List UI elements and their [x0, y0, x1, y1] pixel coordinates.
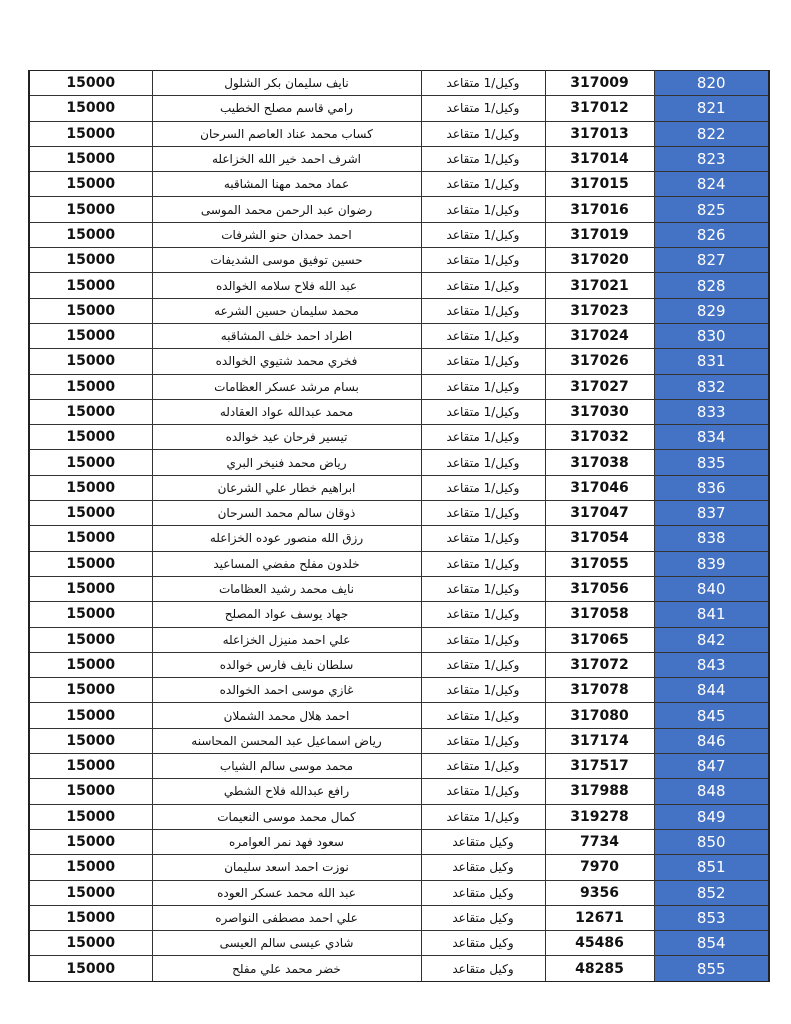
sequence-cell: 852: [654, 880, 769, 905]
name-cell: تيسير فرحان عيد خوالده: [152, 425, 421, 450]
sequence-cell: 833: [654, 399, 769, 424]
table-row: [29, 450, 769, 475]
table-row: [29, 222, 769, 247]
sequence-cell: 855: [654, 956, 769, 981]
rank-cell: وكيل/1 متقاعد: [421, 298, 545, 323]
id-cell: 317056: [545, 576, 654, 601]
table-row: [29, 349, 769, 374]
table-row: [29, 96, 769, 121]
rank-cell: وكيل/1 متقاعد: [421, 323, 545, 348]
rank-cell: وكيل/1 متقاعد: [421, 526, 545, 551]
id-cell: 317065: [545, 627, 654, 652]
id-cell: 319278: [545, 804, 654, 829]
name-cell: نايف سليمان بكر الشلول: [152, 71, 421, 96]
table-row: [29, 146, 769, 171]
sequence-cell: 842: [654, 627, 769, 652]
rank-cell: وكيل/1 متقاعد: [421, 551, 545, 576]
amount-cell: 15000: [29, 374, 152, 399]
rank-cell: وكيل/1 متقاعد: [421, 96, 545, 121]
table-row: [29, 425, 769, 450]
rank-cell: وكيل/1 متقاعد: [421, 652, 545, 677]
amount-cell: 15000: [29, 172, 152, 197]
id-cell: 317988: [545, 779, 654, 804]
name-cell: كمال محمد موسى النعيمات: [152, 804, 421, 829]
table-row: [29, 956, 769, 981]
id-cell: 317055: [545, 551, 654, 576]
name-cell: رياض اسماعيل عبد المحسن المحاسنه: [152, 728, 421, 753]
id-cell: 317058: [545, 602, 654, 627]
rank-cell: وكيل/1 متقاعد: [421, 627, 545, 652]
table-row: [29, 880, 769, 905]
rank-cell: وكيل/1 متقاعد: [421, 678, 545, 703]
name-cell: محمد موسى سالم الشياب: [152, 754, 421, 779]
sequence-cell: 844: [654, 678, 769, 703]
rank-cell: وكيل/1 متقاعد: [421, 779, 545, 804]
amount-cell: 15000: [29, 576, 152, 601]
name-cell: سعود فهد نمر العوامره: [152, 829, 421, 854]
table-row: [29, 905, 769, 930]
amount-cell: 15000: [29, 323, 152, 348]
table-row: [29, 298, 769, 323]
id-cell: 12671: [545, 905, 654, 930]
rank-cell: وكيل/1 متقاعد: [421, 425, 545, 450]
id-cell: 317015: [545, 172, 654, 197]
amount-cell: 15000: [29, 602, 152, 627]
name-cell: كساب محمد عناد العاصم السرحان: [152, 121, 421, 146]
sequence-cell: 839: [654, 551, 769, 576]
rank-cell: وكيل/1 متقاعد: [421, 71, 545, 96]
rank-cell: وكيل/1 متقاعد: [421, 172, 545, 197]
name-cell: رافع عبدالله فلاح الشطي: [152, 779, 421, 804]
rank-cell: وكيل متقاعد: [421, 931, 545, 956]
name-cell: اطراد احمد خلف المشاقبه: [152, 323, 421, 348]
id-cell: 317016: [545, 197, 654, 222]
sequence-cell: 834: [654, 425, 769, 450]
id-cell: 317027: [545, 374, 654, 399]
table-row: [29, 703, 769, 728]
sequence-cell: 849: [654, 804, 769, 829]
table-row: [29, 172, 769, 197]
amount-cell: 15000: [29, 248, 152, 273]
amount-cell: 15000: [29, 779, 152, 804]
sequence-cell: 830: [654, 323, 769, 348]
amount-cell: 15000: [29, 399, 152, 424]
sequence-cell: 831: [654, 349, 769, 374]
amount-cell: 15000: [29, 703, 152, 728]
id-cell: 317038: [545, 450, 654, 475]
id-cell: 317020: [545, 248, 654, 273]
id-cell: 317021: [545, 273, 654, 298]
sequence-cell: 840: [654, 576, 769, 601]
table-row: [29, 273, 769, 298]
amount-cell: 15000: [29, 222, 152, 247]
sequence-cell: 837: [654, 501, 769, 526]
id-cell: 48285: [545, 956, 654, 981]
sequence-cell: 822: [654, 121, 769, 146]
id-cell: 317046: [545, 475, 654, 500]
amount-cell: 15000: [29, 804, 152, 829]
table-row: [29, 248, 769, 273]
name-cell: رامي قاسم مصلح الخطيب: [152, 96, 421, 121]
amount-cell: 15000: [29, 450, 152, 475]
name-cell: خلدون مفلح مفضي المساعيد: [152, 551, 421, 576]
sequence-cell: 824: [654, 172, 769, 197]
rank-cell: وكيل/1 متقاعد: [421, 222, 545, 247]
id-cell: 317174: [545, 728, 654, 753]
sequence-cell: 848: [654, 779, 769, 804]
amount-cell: 15000: [29, 728, 152, 753]
name-cell: احمد هلال محمد الشملان: [152, 703, 421, 728]
sequence-cell: 845: [654, 703, 769, 728]
rank-cell: وكيل/1 متقاعد: [421, 121, 545, 146]
id-cell: 317080: [545, 703, 654, 728]
table-row: [29, 323, 769, 348]
sequence-cell: 821: [654, 96, 769, 121]
id-cell: 7970: [545, 855, 654, 880]
name-cell: ابراهيم خطار علي الشرعان: [152, 475, 421, 500]
sequence-cell: 835: [654, 450, 769, 475]
amount-cell: 15000: [29, 121, 152, 146]
amount-cell: 15000: [29, 197, 152, 222]
id-cell: 317023: [545, 298, 654, 323]
amount-cell: 15000: [29, 905, 152, 930]
table-row: [29, 121, 769, 146]
name-cell: احمد حمدان حنو الشرفات: [152, 222, 421, 247]
amount-cell: 15000: [29, 475, 152, 500]
sequence-cell: 823: [654, 146, 769, 171]
rank-cell: وكيل/1 متقاعد: [421, 703, 545, 728]
rank-cell: وكيل/1 متقاعد: [421, 501, 545, 526]
name-cell: سلطان نايف فارس خوالده: [152, 652, 421, 677]
table-row: [29, 501, 769, 526]
id-cell: 7734: [545, 829, 654, 854]
name-cell: عماد محمد مهنا المشاقبه: [152, 172, 421, 197]
rank-cell: وكيل متقاعد: [421, 855, 545, 880]
sequence-cell: 829: [654, 298, 769, 323]
sequence-cell: 851: [654, 855, 769, 880]
rank-cell: وكيل/1 متقاعد: [421, 248, 545, 273]
amount-cell: 15000: [29, 627, 152, 652]
table-row: [29, 551, 769, 576]
name-cell: محمد عبدالله عواد العقادله: [152, 399, 421, 424]
rank-cell: وكيل/1 متقاعد: [421, 197, 545, 222]
id-cell: 45486: [545, 931, 654, 956]
name-cell: محمد سليمان حسين الشرعه: [152, 298, 421, 323]
sequence-cell: 827: [654, 248, 769, 273]
rank-cell: وكيل متقاعد: [421, 880, 545, 905]
name-cell: علي احمد منيزل الخزاعله: [152, 627, 421, 652]
amount-cell: 15000: [29, 931, 152, 956]
data-table: [28, 70, 770, 982]
rank-cell: وكيل/1 متقاعد: [421, 374, 545, 399]
rank-cell: وكيل/1 متقاعد: [421, 754, 545, 779]
name-cell: نوزت احمد اسعد سليمان: [152, 855, 421, 880]
rank-cell: وكيل متقاعد: [421, 829, 545, 854]
rank-cell: وكيل متقاعد: [421, 956, 545, 981]
amount-cell: 15000: [29, 501, 152, 526]
id-cell: 317047: [545, 501, 654, 526]
amount-cell: 15000: [29, 349, 152, 374]
id-cell: 317032: [545, 425, 654, 450]
rank-cell: وكيل/1 متقاعد: [421, 399, 545, 424]
table-row: [29, 576, 769, 601]
table-row: [29, 602, 769, 627]
table-row: [29, 804, 769, 829]
table-row: [29, 754, 769, 779]
table-row: [29, 678, 769, 703]
amount-cell: 15000: [29, 956, 152, 981]
name-cell: رزق الله منصور عوده الخزاعله: [152, 526, 421, 551]
table-body: [29, 71, 769, 982]
amount-cell: 15000: [29, 96, 152, 121]
id-cell: 317078: [545, 678, 654, 703]
rank-cell: وكيل/1 متقاعد: [421, 146, 545, 171]
sequence-cell: 843: [654, 652, 769, 677]
sequence-cell: 841: [654, 602, 769, 627]
rank-cell: وكيل/1 متقاعد: [421, 450, 545, 475]
id-cell: 317013: [545, 121, 654, 146]
sequence-cell: 820: [654, 71, 769, 96]
sequence-cell: 850: [654, 829, 769, 854]
table-row: [29, 779, 769, 804]
sequence-cell: 828: [654, 273, 769, 298]
id-cell: 317024: [545, 323, 654, 348]
name-cell: رضوان عبد الرحمن محمد الموسى: [152, 197, 421, 222]
amount-cell: 15000: [29, 298, 152, 323]
amount-cell: 15000: [29, 829, 152, 854]
table-row: [29, 399, 769, 424]
rank-cell: وكيل/1 متقاعد: [421, 576, 545, 601]
rank-cell: وكيل/1 متقاعد: [421, 475, 545, 500]
rank-cell: وكيل/1 متقاعد: [421, 349, 545, 374]
name-cell: جهاد يوسف عواد المصلح: [152, 602, 421, 627]
name-cell: حسين توفيق موسى الشديفات: [152, 248, 421, 273]
rank-cell: وكيل/1 متقاعد: [421, 273, 545, 298]
id-cell: 317072: [545, 652, 654, 677]
name-cell: بسام مرشد عسكر العظامات: [152, 374, 421, 399]
name-cell: عبد الله فلاح سلامه الخوالده: [152, 273, 421, 298]
rank-cell: وكيل/1 متقاعد: [421, 602, 545, 627]
sequence-cell: 826: [654, 222, 769, 247]
sequence-cell: 838: [654, 526, 769, 551]
name-cell: ذوقان سالم محمد السرحان: [152, 501, 421, 526]
sequence-cell: 854: [654, 931, 769, 956]
amount-cell: 15000: [29, 146, 152, 171]
name-cell: خضر محمد علي مفلح: [152, 956, 421, 981]
id-cell: 317026: [545, 349, 654, 374]
table-row: [29, 374, 769, 399]
name-cell: علي احمد مصطفى النواصره: [152, 905, 421, 930]
rank-cell: وكيل/1 متقاعد: [421, 728, 545, 753]
amount-cell: 15000: [29, 678, 152, 703]
table-row: [29, 71, 769, 96]
id-cell: 317019: [545, 222, 654, 247]
rank-cell: وكيل متقاعد: [421, 905, 545, 930]
table-row: [29, 829, 769, 854]
id-cell: 317014: [545, 146, 654, 171]
amount-cell: 15000: [29, 425, 152, 450]
table-row: [29, 728, 769, 753]
rank-cell: وكيل/1 متقاعد: [421, 804, 545, 829]
table-row: [29, 197, 769, 222]
amount-cell: 15000: [29, 652, 152, 677]
amount-cell: 15000: [29, 526, 152, 551]
amount-cell: 15000: [29, 880, 152, 905]
name-cell: رياض محمد فنيخر البري: [152, 450, 421, 475]
sequence-cell: 832: [654, 374, 769, 399]
name-cell: اشرف احمد خير الله الخزاعله: [152, 146, 421, 171]
sequence-cell: 825: [654, 197, 769, 222]
table-row: [29, 855, 769, 880]
name-cell: عبد الله محمد عسكر العوده: [152, 880, 421, 905]
amount-cell: 15000: [29, 71, 152, 96]
table-row: [29, 475, 769, 500]
table-row: [29, 652, 769, 677]
table-row: [29, 627, 769, 652]
amount-cell: 15000: [29, 754, 152, 779]
id-cell: 317012: [545, 96, 654, 121]
sequence-cell: 836: [654, 475, 769, 500]
id-cell: 317517: [545, 754, 654, 779]
name-cell: غازي موسى احمد الخوالده: [152, 678, 421, 703]
name-cell: شادي عيسى سالم العيسى: [152, 931, 421, 956]
amount-cell: 15000: [29, 855, 152, 880]
amount-cell: 15000: [29, 273, 152, 298]
table-row: [29, 526, 769, 551]
name-cell: نايف محمد رشيد العظامات: [152, 576, 421, 601]
name-cell: فخري محمد شتيوي الخوالده: [152, 349, 421, 374]
sequence-cell: 853: [654, 905, 769, 930]
amount-cell: 15000: [29, 551, 152, 576]
sequence-cell: 846: [654, 728, 769, 753]
table-row: [29, 931, 769, 956]
id-cell: 317009: [545, 71, 654, 96]
sequence-cell: 847: [654, 754, 769, 779]
id-cell: 317030: [545, 399, 654, 424]
id-cell: 317054: [545, 526, 654, 551]
id-cell: 9356: [545, 880, 654, 905]
